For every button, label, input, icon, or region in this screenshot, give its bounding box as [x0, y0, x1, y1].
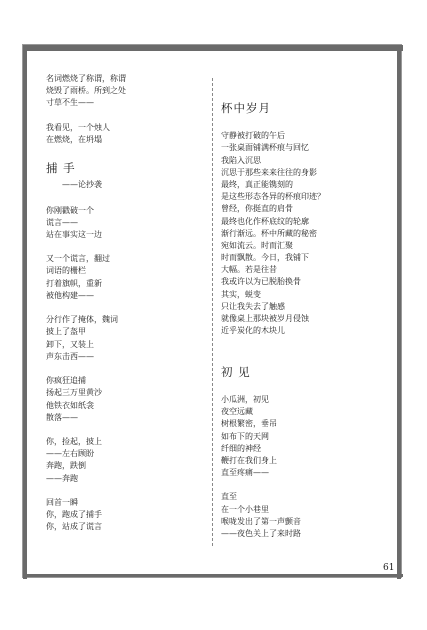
poem-title: 杯中岁月 [221, 101, 271, 115]
verse-line: 只让我失去了触感 [221, 301, 285, 311]
verse-line: 守静被打破的午后 [221, 131, 285, 141]
verse-line: 时而飘散。今日，我铺下 [221, 253, 309, 263]
verse-line: ——奔跑 [46, 473, 78, 483]
verse-line: 又一个谎言，翻过 [46, 254, 110, 264]
left-column [46, 73, 126, 534]
verse-line: 站在事实这一边 [46, 229, 102, 239]
verse-line: 鞭打在我们身上 [221, 455, 277, 465]
column-divider [212, 78, 213, 546]
verse-line: 名词燃烧了称谓，称谓 [46, 74, 126, 83]
verse-line: 近乎炭化的木块儿 [221, 326, 285, 336]
page-frame-bottom [23, 574, 403, 577]
page-frame-right [397, 45, 401, 579]
verse-line: ——左右顾盼 [46, 449, 94, 459]
right-column [221, 98, 325, 540]
verse-line: 沉思于那些来来往往的身影 [221, 167, 317, 177]
verse-line: 你，跑成了捕手 [46, 510, 102, 520]
verse-line: 回首一瞬 [46, 498, 78, 507]
verse-line: 词语的栅栏 [46, 266, 86, 276]
poem-subtitle: ——论抄袭 [62, 180, 102, 190]
verse-line: 谎言—— [46, 217, 78, 227]
verse-line: 我或许以为已脱胎换骨 [221, 277, 301, 287]
verse-line: 扬起三万里黄沙 [46, 388, 102, 398]
page-frame-left [23, 45, 27, 579]
verse-line: 一张桌面铺满杯痕与回忆 [221, 143, 309, 153]
verse-line: ——夜色关上了来时路 [221, 529, 301, 538]
verse-line: 散落—— [46, 412, 78, 422]
page-frame-top [23, 45, 403, 51]
verse-line: 直至 [221, 492, 237, 502]
verse-line: 打着旗帜，重新 [46, 278, 102, 288]
verse-line: 在一个小巷里 [221, 504, 269, 514]
verse-line: 被他构建—— [46, 290, 94, 300]
verse-line: 夜空远藏 [221, 407, 253, 417]
verse-line: 披上了盔甲 [46, 327, 86, 337]
verse-line: 你，捡起，披上 [46, 437, 102, 447]
verse-line: 曾经，你挺直的肩骨 [221, 204, 293, 214]
verse-line: 直至疼痛—— [221, 468, 269, 478]
verse-line: 声东击西—— [46, 351, 94, 361]
verse-line: 卸下，又装上 [46, 339, 94, 349]
verse-line: 你疯狂追捕 [46, 376, 86, 386]
verse-line: 寸草不生—— [46, 98, 94, 108]
verse-line: 我看见，一个烛人 [46, 122, 110, 132]
verse-line: 奔跑，跌倒 [46, 461, 86, 471]
verse-line: 你刚戳破一个 [46, 205, 94, 215]
poem-title: 捕 手 [46, 161, 76, 176]
page-number: 61 [383, 563, 395, 573]
verse-line: 其实，蜕变 [221, 289, 261, 299]
poem-title: 初 见 [221, 364, 251, 379]
verse-line: 最终，真正能镌刻的 [221, 179, 293, 189]
verse-line: 我陷入沉思 [221, 155, 261, 165]
verse-line: 分行作了掩体，魏词 [46, 315, 118, 325]
verse-line: 在燃烧，在坍塌 [46, 134, 102, 144]
verse-line: 纤细的神经 [221, 443, 261, 453]
verse-line: 他铁衣如纸衾 [46, 400, 94, 410]
verse-line: 是这些形态各异的杯痕印迹？ [221, 192, 325, 202]
verse-line: 渐行渐远。杯中所藏的秘密 [221, 228, 317, 238]
verse-line: 喉咙发出了第一声颤音 [221, 516, 301, 526]
verse-line: 如布下的天网 [221, 431, 269, 441]
verse-line: 你，站成了谎言 [46, 522, 102, 532]
verse-line: 小瓜洲，初见 [221, 394, 269, 404]
verse-line: 就像桌上那块被岁月侵蚀 [221, 314, 309, 323]
verse-line: 树根繁密，垂吊 [221, 419, 277, 429]
verse-line: 大幅。若是往昔 [221, 265, 277, 275]
verse-line: 宛如流云。时而汇聚 [221, 240, 293, 250]
verse-line: 最终也化作杯底纹的轮廓 [221, 216, 309, 226]
verse-line: 烧毁了雨桥。所到之处 [46, 86, 126, 96]
